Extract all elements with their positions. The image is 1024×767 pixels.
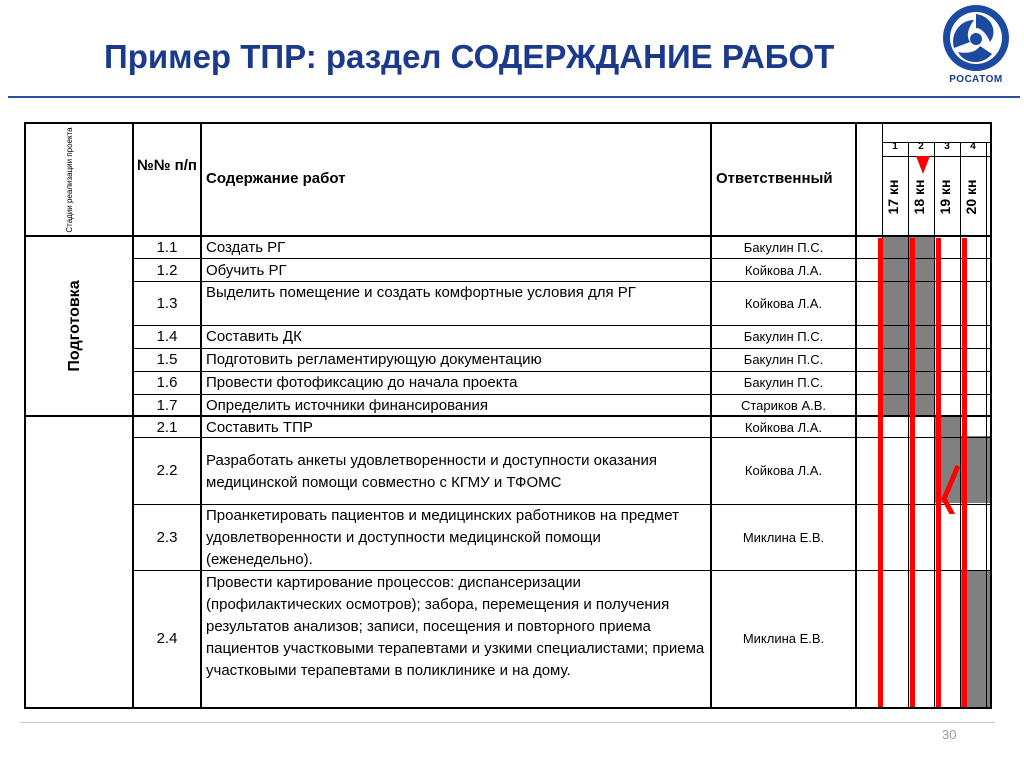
row-num: 2.1	[156, 419, 178, 436]
row-num: 2.4	[156, 630, 178, 647]
week-label-1: 17 кн	[885, 179, 901, 215]
row-responsible: Миклина Е.В.	[742, 530, 825, 545]
row-num: 2.3	[156, 529, 178, 546]
row-work: Разработать анкеты удовлетворенности и доступности оказания медицинской помощи совместно с КГМУ и ТФОМС	[206, 452, 658, 491]
week-num-2: 2	[918, 141, 924, 152]
row-work: Провести фотофиксацию до начала проекта	[206, 374, 518, 391]
row-responsible: Бакулин П.С.	[743, 240, 824, 255]
progress-line-1	[878, 238, 883, 707]
row-responsible: Миклина Е.В.	[742, 631, 825, 646]
row-responsible: Стариков А.В.	[740, 398, 827, 413]
row-responsible: Койкова Л.А.	[744, 463, 823, 478]
row-num: 1.5	[156, 351, 178, 368]
page-number: 30	[942, 727, 957, 742]
row-num: 1.6	[156, 374, 178, 391]
slide-title: Пример ТПР: раздел СОДЕРЖДАНИЕ РАБОТ	[104, 38, 835, 75]
row-num: 1.3	[156, 295, 178, 312]
header-num: №№ п/п	[137, 157, 197, 174]
row-work: Составить ДК	[206, 328, 302, 345]
stage-label: Подготовка	[66, 280, 83, 372]
footer-divider	[20, 722, 995, 723]
row-num: 1.7	[156, 397, 178, 414]
header-work: Содержание работ	[206, 170, 346, 187]
row-responsible: Бакулин П.С.	[743, 329, 824, 344]
row-work: Подготовить регламентирующую документацию	[206, 351, 542, 368]
row-responsible: Койкова Л.А.	[744, 263, 823, 278]
row-num: 1.4	[156, 328, 178, 345]
row-work: Создать РГ	[206, 239, 286, 256]
header-stage: Стадии реализации проекта	[65, 127, 74, 233]
row-num: 1.1	[156, 239, 178, 256]
row-num: 1.2	[156, 262, 178, 279]
week-num-1: 1	[892, 141, 898, 152]
week-label-4: 20 кн	[963, 179, 979, 215]
week-num-4: 4	[970, 141, 976, 152]
progress-marker-icon	[914, 154, 984, 514]
title-divider	[8, 96, 1020, 98]
row-num: 2.2	[156, 462, 178, 479]
row-responsible: Койкова Л.А.	[744, 420, 823, 435]
rosatom-logo	[936, 2, 1016, 94]
week-label-2: 18 кн	[911, 179, 927, 215]
work-plan-table	[24, 122, 992, 709]
row-work: Составить ТПР	[206, 419, 313, 436]
row-work: Провести картирование процессов: диспансеризации (профилактических осмотров); забора, перемещения и получения результатов анализов; записи, посещения и повторного приема пациентов участковыми терапевтами и узкими специалистами; приема участковыми терапевтами в поликлинике и на дому.	[206, 574, 705, 679]
row-responsible: Койкова Л.А.	[744, 296, 823, 311]
week-label-3: 19 кн	[937, 179, 953, 215]
row-responsible: Бакулин П.С.	[743, 352, 824, 367]
row-work: Выделить помещение и создать комфортные условия для РГ	[206, 284, 636, 301]
rosatom-emblem-icon	[936, 2, 1016, 74]
week-num-3: 3	[944, 141, 950, 152]
logo-text: РОСАТОМ	[949, 74, 1003, 85]
row-work: Проанкетировать пациентов и медицинских работников на предмет удовлетворенности и доступности медицинской помощи (еженедельно).	[206, 507, 679, 568]
row-work: Обучить РГ	[206, 262, 287, 279]
row-work: Определить источники финансирования	[206, 397, 489, 414]
header-responsible: Ответственный	[716, 170, 833, 187]
row-responsible: Бакулин П.С.	[743, 375, 824, 390]
